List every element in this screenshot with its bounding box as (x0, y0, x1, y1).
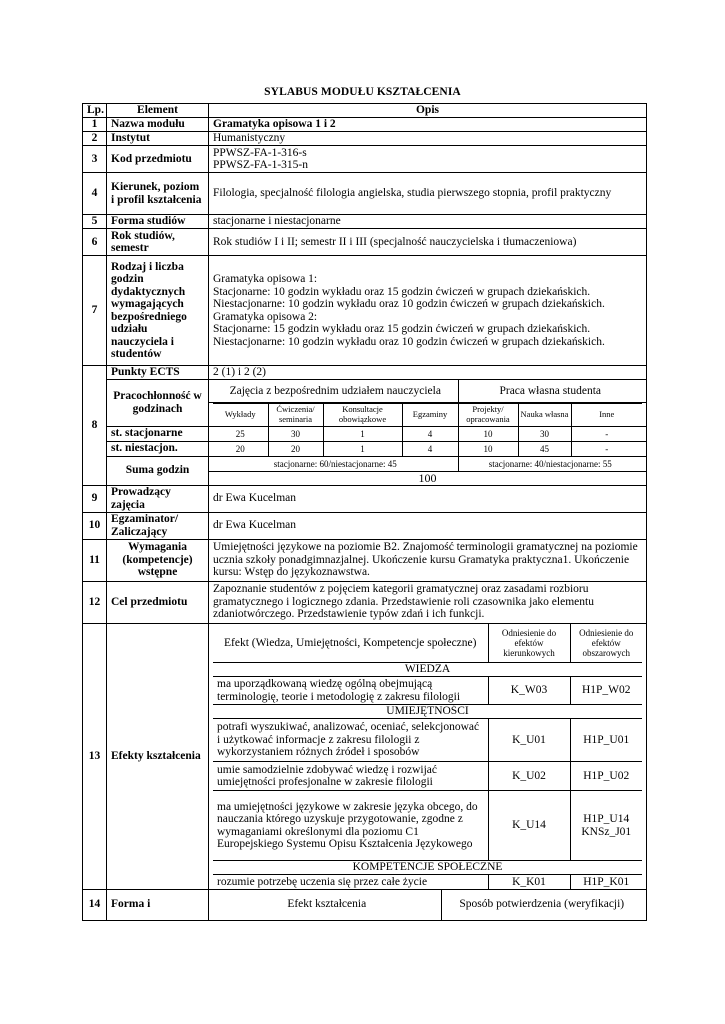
col-self-study: Nauka własna (518, 404, 571, 426)
outcome-text: potrafi wyszukiwać, analizować, oceniać, selekcjonować i użytkować informacje z zakresu filologii z wykorzystaniem różnych źródeł i sposobów (213, 719, 488, 762)
header-lp: Lp. (83, 104, 107, 118)
stac-lectures: 25 (213, 427, 268, 441)
field-of-study-value: Filologia, specjalność filologia angielska, studia pierwszego stopnia, profil praktyczny (209, 173, 647, 215)
stac-label: st. stacjonarne (107, 426, 209, 441)
outcome-kier: K_U02 (488, 762, 570, 791)
row-number: 1 (83, 118, 107, 132)
workload-groups (209, 380, 647, 403)
table-row (83, 132, 647, 146)
sum-label: Suma godzin (107, 456, 209, 485)
hours-line: Gramatyka opisowa 2: (213, 310, 318, 323)
row-element: Nazwa modułu (107, 118, 209, 132)
row-number: 7 (83, 256, 107, 366)
row-element: Kierunek, poziom i profil kształcenia (107, 173, 209, 215)
table-row (83, 623, 647, 889)
row-number: 6 (83, 229, 107, 256)
table-row (83, 256, 647, 366)
niestac-label: st. niestacjon. (107, 441, 209, 456)
outcome-kier: K_U14 (488, 791, 570, 861)
hours-line: Stacjonarne: 15 godzin wykładu oraz 15 godzin ćwiczeń w grupach dziekańskich. (213, 323, 591, 335)
table-row (83, 889, 647, 920)
institute-value: Humanistyczny (209, 132, 647, 146)
document-title: SYLABUS MODUŁU KSZTAŁCENIA (264, 86, 461, 98)
col-exercises: Ćwiczenia/ seminaria (268, 404, 323, 426)
outcome-obsz (570, 791, 642, 861)
niestac-other: - (571, 442, 642, 456)
niestac-exams: 4 (402, 442, 458, 456)
outcome-obsz: H1P_U02 (570, 762, 642, 791)
niestac-row (83, 441, 647, 456)
teaching-hours-value (209, 256, 647, 366)
row-element: Cel przedmiotu (107, 581, 209, 623)
outcome-header-kier: Odniesienie do efektów kierunkowych (488, 624, 570, 663)
outcome-header-obsz: Odniesienie do efektów obszarowych (570, 624, 642, 663)
workload-columns (209, 403, 647, 427)
sum-row (83, 456, 647, 471)
workload-label: Pracochłonność w godzinach (107, 380, 209, 427)
table-row (83, 215, 647, 229)
niestac-exercises: 20 (268, 442, 323, 456)
own-work-header: Praca własna studenta (499, 384, 602, 397)
row-number: 10 (83, 512, 107, 539)
verification-table (213, 890, 642, 920)
col-projects: Projekty/ opracowania (458, 404, 518, 426)
workload-group-table (213, 380, 642, 402)
stac-row (83, 426, 647, 441)
table-header-row (83, 104, 647, 118)
stac-exams: 4 (402, 427, 458, 441)
sum-total: 100 (209, 471, 647, 485)
outcome-obsz-1: H1P_U14 (583, 813, 630, 825)
outcome-obsz: H1P_W02 (570, 677, 642, 705)
outcomes-table (213, 624, 642, 889)
niestac-values (209, 441, 647, 456)
stac-values-table (213, 427, 642, 441)
row-element: Egzaminator/ Zaliczający (107, 512, 209, 539)
outcome-obsz: H1P_K01 (570, 875, 642, 889)
row-number: 14 (83, 889, 107, 920)
verification-col-effect: Efekt kształcenia (213, 890, 441, 920)
table-row (83, 539, 647, 581)
workload-cols-table (213, 403, 642, 426)
row-element: Efekty kształcenia (107, 623, 209, 889)
table-row (83, 366, 647, 380)
examiner-value: dr Ewa Kucelman (209, 512, 647, 539)
niestac-self-study: 45 (518, 442, 571, 456)
hours-line: Gramatyka opisowa 1: (213, 273, 318, 285)
table-row (83, 512, 647, 539)
niestac-consultations: 1 (323, 442, 402, 456)
stac-exercises: 30 (268, 427, 323, 441)
prerequisites-value: Umiejętności językowe na poziomie B2. Znajomość terminologii gramatycznej na poziomie ucznia szkoły ponadgimnazjalnej. Ukończenie kursu Gramatyka praktyczna1. Ukończenie kursu: Wstęp do językoznawstwa. (209, 539, 647, 581)
outcome-obsz-2: KNSz_J01 (581, 825, 632, 838)
verification-col-method: Sposób potwierdzenia (weryfikacji) (459, 898, 625, 911)
table-row (83, 173, 647, 215)
learning-outcomes (209, 623, 647, 889)
verification-header (209, 889, 647, 920)
hours-line: Niestacjonarne: 10 godzin wykładu oraz 10 godzin ćwiczeń w grupach dziekańskich. (213, 298, 605, 310)
stac-projects: 10 (458, 427, 518, 441)
study-year-value: Rok studiów I i II; semestr II i III (specjalność nauczycielska i tłumaczeniowa) (209, 229, 647, 256)
sum-contact: stacjonarne: 60/niestacjonarne: 45 (213, 457, 458, 471)
row-element: Instytut (107, 132, 209, 146)
niestac-projects: 10 (458, 442, 518, 456)
row-element: Forma i (107, 889, 209, 920)
contact-hours-header: Zajęcia z bezpośrednim udziałem nauczyciela (213, 380, 458, 402)
header-element: Element (107, 104, 209, 118)
row-element: Kod przedmiotu (107, 146, 209, 173)
hours-line: Stacjonarne: 10 godzin wykładu oraz 15 godzin ćwiczeń w grupach dziekańskich. (213, 285, 591, 298)
lecturer-value: dr Ewa Kucelman (209, 485, 647, 512)
col-lectures: Wykłady (213, 404, 268, 426)
outcome-obsz: H1P_U01 (570, 719, 642, 762)
syllabus-table (82, 103, 647, 921)
col-exams: Egzaminy (402, 404, 458, 426)
ects-value: 2 (1) i 2 (2) (209, 366, 647, 380)
row-number: 12 (83, 581, 107, 623)
outcome-kier: K_U01 (488, 719, 570, 762)
outcome-kier: K_W03 (488, 677, 570, 705)
table-row (83, 118, 647, 132)
course-code-1: PPWSZ-FA-1-316-s (213, 146, 307, 159)
row-number: 4 (83, 173, 107, 215)
workload-group-row (83, 380, 647, 403)
stac-other: - (571, 427, 642, 441)
row-number: 3 (83, 146, 107, 173)
section-knowledge: WIEDZA (213, 663, 642, 677)
outcome-text: umie samodzielnie zdobywać wiedzę i rozwijać umiejętności profesjonalne w zakresie filologii (213, 762, 488, 791)
outcome-text: ma umiejętności językowe w zakresie języka obcego, do nauczania którego uzyskuje przygotowanie, zgodne z wymaganiami określonymi dla poziomu C1 Europejskiego Systemu Opisu Kształcenia Językowego (213, 791, 488, 861)
row-element: Rodzaj i liczba godzin dydaktycznych wymagających bezpośredniego udziału nauczyciela i studentów (107, 256, 209, 366)
header-opis: Opis (209, 104, 647, 118)
row-element: Rok studiów, semestr (107, 229, 209, 256)
niestac-lectures: 20 (213, 442, 268, 456)
study-form-value: stacjonarne i niestacjonarne (209, 215, 647, 229)
course-goal-value: Zapoznanie studentów z pojęciem kategorii gramatycznej oraz zasadami rozbioru gramatycznego i logicznego zdania. Przedstawienie roli czasownika jako elementu zdaniotwórczego. Przedstawienie typów zdań i ich funkcji. (209, 581, 647, 623)
course-code-value (209, 146, 647, 173)
section-skills: UMIEJĘTNOŚCI (213, 705, 642, 719)
row-number: 2 (83, 132, 107, 146)
table-row (83, 581, 647, 623)
col-consultations: Konsultacje obowiązkowe (323, 404, 402, 426)
table-row (83, 485, 647, 512)
row-number: 11 (83, 539, 107, 581)
table-row (83, 229, 647, 256)
row-number: 5 (83, 215, 107, 229)
section-social-competences: KOMPETENCJE SPOŁECZNE (213, 861, 642, 875)
course-code-2: PPWSZ-FA-1-315-n (213, 159, 308, 171)
outcome-kier: K_K01 (488, 875, 570, 889)
sum-own: stacjonarne: 40/niestacjonarne: 55 (488, 458, 612, 469)
outcome-text: rozumie potrzebę uczenia się przez całe życie (213, 875, 488, 889)
row-number: 13 (83, 623, 107, 889)
sum-split (209, 456, 647, 471)
row-number: 8 (83, 366, 107, 486)
table-row (83, 146, 647, 173)
ects-label: Punkty ECTS (107, 366, 209, 380)
hours-line: Niestacjonarne: 10 godzin wykładu oraz 10 godzin ćwiczeń w grupach dziekańskich. (213, 335, 605, 348)
row-number: 9 (83, 485, 107, 512)
row-element: Prowadzący zajęcia (107, 485, 209, 512)
row-element: Forma studiów (107, 215, 209, 229)
stac-values (209, 426, 647, 441)
outcome-header-effect: Efekt (Wiedza, Umiejętności, Kompetencje społeczne) (213, 624, 488, 663)
stac-consultations: 1 (323, 427, 402, 441)
stac-self-study: 30 (518, 427, 571, 441)
outcome-text: ma uporządkowaną wiedzę ogólną obejmującą terminologię, teorie i metodologię z zakresu filologii (213, 677, 488, 705)
sum-split-table (213, 457, 642, 471)
module-name-value: Gramatyka opisowa 1 i 2 (209, 118, 647, 132)
row-element: Wymagania (kompetencje) wstępne (107, 539, 209, 581)
col-other: Inne (571, 404, 642, 426)
niestac-values-table (213, 442, 642, 456)
